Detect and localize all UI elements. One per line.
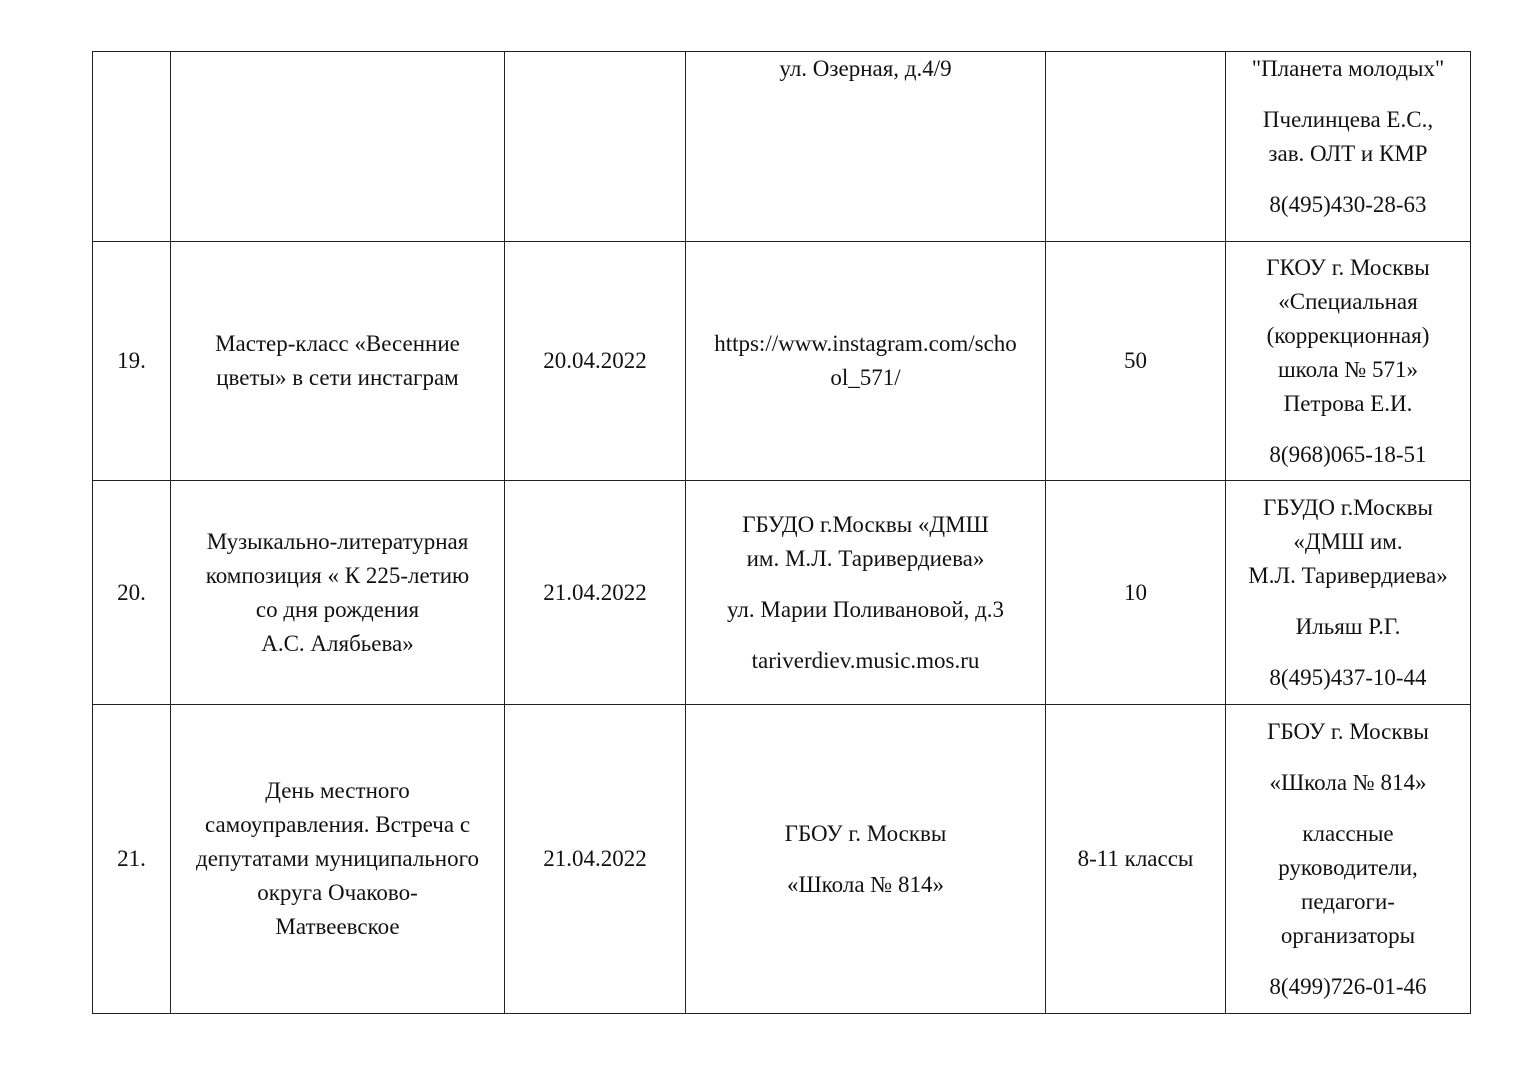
table-row xyxy=(93,242,1471,481)
row-number-cell xyxy=(93,52,171,242)
venue-line: tariverdiev.music.mos.ru xyxy=(751,647,980,673)
venue-line: ул. Озерная, д.4/9 xyxy=(779,56,952,81)
event-line: цветы» в сети инстаграм xyxy=(216,365,459,390)
venue-cell xyxy=(686,705,1046,1014)
event-line: День местного xyxy=(265,778,410,803)
event-cell xyxy=(171,242,505,481)
venue-line: ул. Марии Поливановой, д.3 xyxy=(726,596,1005,622)
venue-line: им. М.Л. Таривердиева» xyxy=(746,545,985,571)
participants-cell: 8-11 классы xyxy=(1046,705,1226,1014)
responsible-line: Пчелинцева Е.С., xyxy=(1262,107,1434,132)
date-cell xyxy=(505,52,686,242)
event-line: округа Очаково- xyxy=(257,880,418,905)
date-cell: 21.04.2022 xyxy=(505,705,686,1014)
responsible-line: (коррекционная) xyxy=(1266,322,1430,348)
responsible-line: Петрова Е.И. xyxy=(1283,390,1413,416)
responsible-line: 8(968)065-18-51 xyxy=(1269,441,1427,467)
responsible-line: ГБОУ г. Москвы xyxy=(1267,718,1429,744)
responsible-line: ГКОУ г. Москвы xyxy=(1266,254,1430,280)
responsible-line: М.Л. Таривердиева» xyxy=(1248,562,1448,588)
event-line: композиция « К 225-летию xyxy=(205,562,470,588)
responsible-line: «Специальная xyxy=(1278,288,1418,314)
venue-line: https://www.instagram.com/scho xyxy=(714,331,1017,356)
event-cell xyxy=(171,481,505,705)
participants-cell: 10 xyxy=(1046,481,1226,705)
events-table xyxy=(92,51,1471,1014)
responsible-line: школа № 571» xyxy=(1277,356,1419,382)
event-line: со дня рождения xyxy=(255,596,420,622)
event-line: Мастер-класс «Весенние xyxy=(215,331,460,356)
responsible-line: педагоги- xyxy=(1301,888,1395,914)
venue-line: «Школа № 814» xyxy=(786,871,945,897)
responsible-line: «Школа № 814» xyxy=(1269,769,1427,795)
responsible-line: руководители, xyxy=(1278,854,1418,880)
venue-line: ol_571/ xyxy=(830,365,901,390)
event-cell xyxy=(171,705,505,1014)
participants-cell xyxy=(1046,52,1226,242)
responsible-line: зав. ОЛТ и КМР xyxy=(1268,141,1428,166)
date-cell: 20.04.2022 xyxy=(505,242,686,481)
responsible-line: организаторы xyxy=(1280,922,1416,948)
event-line: самоуправления. Встреча с xyxy=(204,812,471,837)
row-number-cell: 19. xyxy=(93,242,171,481)
event-line: депутатами муниципального xyxy=(196,846,479,871)
event-line: Матвеевское xyxy=(275,914,400,939)
venue-cell xyxy=(686,481,1046,705)
responsible-cell xyxy=(1226,481,1471,705)
responsible-line: «ДМШ им. xyxy=(1293,528,1403,554)
responsible-line: классные xyxy=(1302,820,1394,846)
table-row xyxy=(93,705,1471,1014)
date-cell: 21.04.2022 xyxy=(505,481,686,705)
table-row xyxy=(93,52,1471,242)
venue-cell xyxy=(686,242,1046,481)
responsible-cell xyxy=(1226,705,1471,1014)
responsible-line: "Планета молодых" xyxy=(1251,56,1445,81)
responsible-cell xyxy=(1226,242,1471,481)
responsible-line: 8(495)437-10-44 xyxy=(1269,664,1427,690)
responsible-cell xyxy=(1226,52,1471,242)
responsible-line: 8(499)726-01-46 xyxy=(1269,973,1427,999)
row-number-cell: 21. xyxy=(93,705,171,1014)
venue-line: ГБУДО г.Москвы «ДМШ xyxy=(742,511,989,537)
participants-cell: 50 xyxy=(1046,242,1226,481)
responsible-line: Ильяш Р.Г. xyxy=(1295,613,1401,639)
table-row xyxy=(93,481,1471,705)
event-line: А.С. Алябьева» xyxy=(261,630,414,656)
venue-cell xyxy=(686,52,1046,242)
row-number-cell: 20. xyxy=(93,481,171,705)
event-cell xyxy=(171,52,505,242)
event-line: Музыкально-литературная xyxy=(206,528,469,554)
responsible-line: ГБУДО г.Москвы xyxy=(1263,494,1433,520)
responsible-line: 8(495)430-28-63 xyxy=(1269,192,1427,217)
venue-line: ГБОУ г. Москвы xyxy=(784,820,947,846)
